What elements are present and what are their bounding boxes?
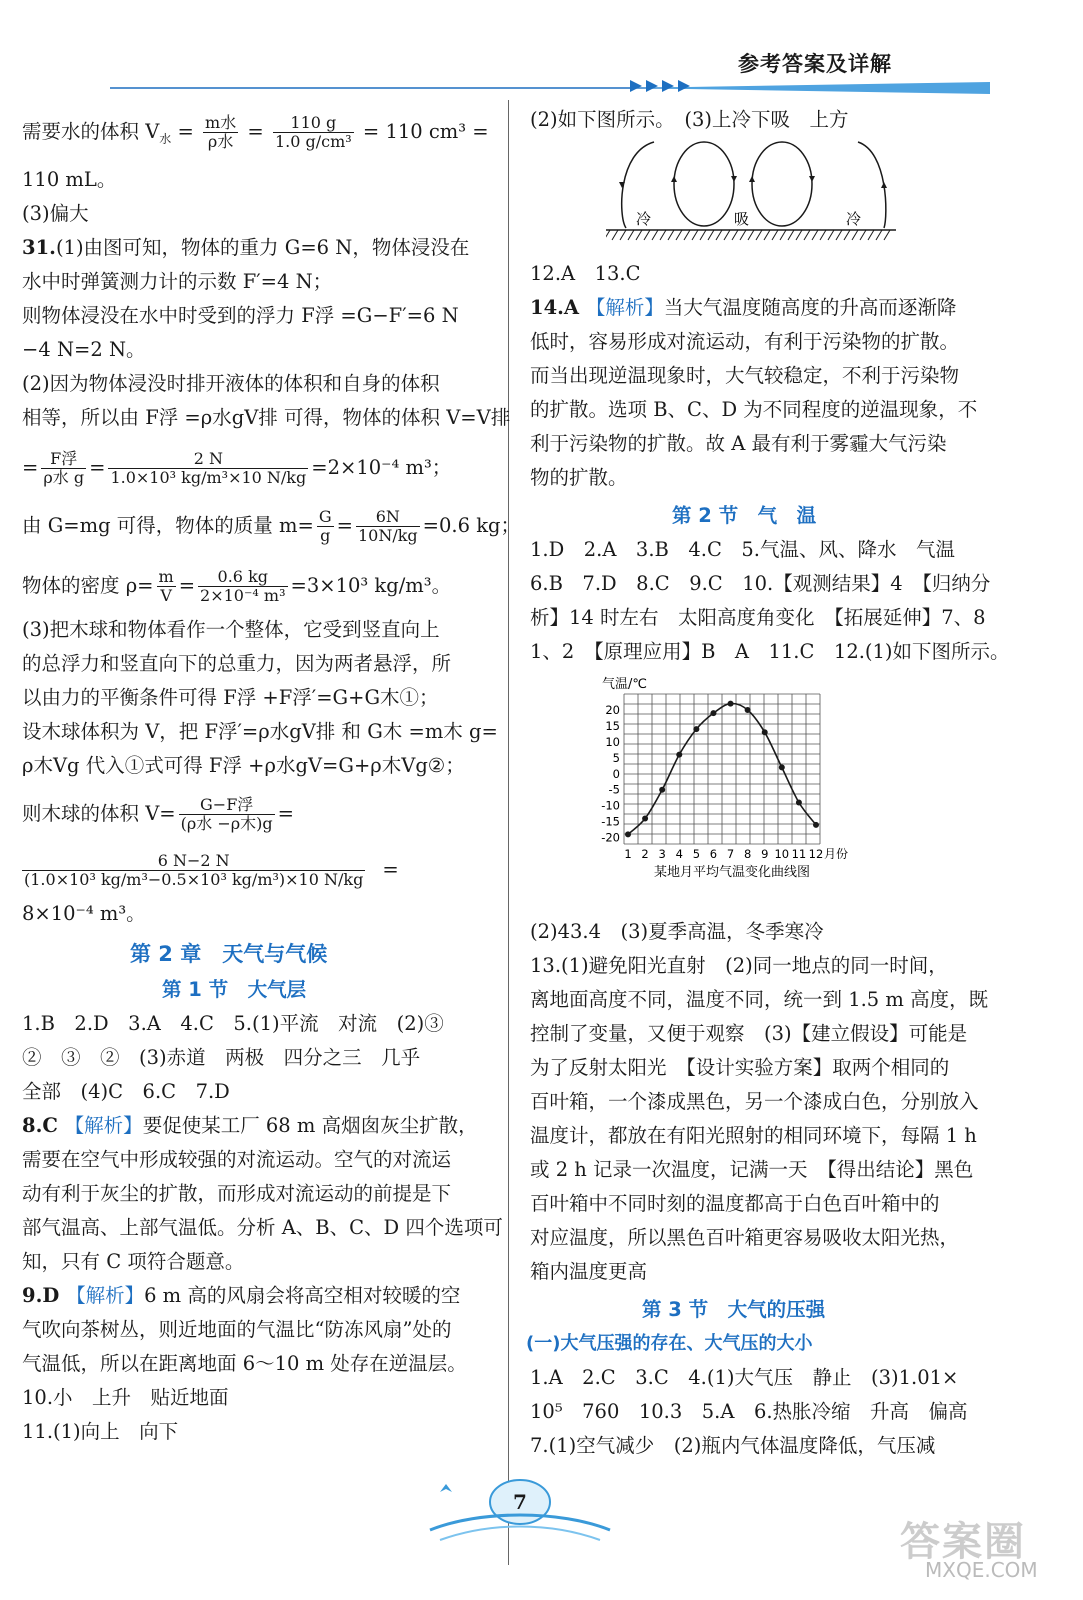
text-line: (3)把木球和物体看作一个整体，它受到竖直向上 [22, 618, 440, 641]
convection-diagram [606, 138, 896, 242]
x-tick-label: 2 [641, 847, 649, 861]
column-divider [508, 100, 509, 1565]
ground-hatch [844, 230, 850, 240]
ground-hatch [692, 230, 698, 240]
section-title: 第 1 节 大气层 [162, 978, 307, 1001]
text-line: 为了反射太阳光 【设计实验方案】取两个相同的 [530, 1056, 950, 1079]
text-line: 10⁵ 760 10.3 5.A 6.热胀冷缩 升高 偏高 [530, 1400, 968, 1423]
y-tick-label: -15 [601, 814, 620, 829]
watermark-logo: 答案圈 [900, 1519, 1026, 1565]
x-tick-label: 6 [709, 847, 718, 861]
text-line: 6.B 7.D 8.C 9.C 10.【观测结果】4 【归纳分 [530, 572, 991, 595]
text-line: 则物体浸没在水中时受到的浮力 F浮 =G−F′=6 N [22, 304, 459, 327]
data-point [728, 701, 734, 707]
data-point [745, 707, 751, 713]
text-line: 8×10⁻⁴ m³。 [22, 902, 146, 925]
watermark-url: MXQE.COM [925, 1558, 1038, 1582]
text-line: 离地面高度不同，温度不同，统一到 1.5 m 高度，既 [530, 988, 989, 1011]
chart-title: 某地月平均气温变化曲线图 [653, 865, 811, 880]
ground-hatch [788, 230, 794, 240]
data-point [676, 752, 682, 758]
text-line: 11.(1)向上 向下 [22, 1420, 179, 1443]
ground-hatch [772, 230, 778, 240]
text-line: 控制了变量，又便于观察 (3)【建立假设】可能是 [530, 1022, 968, 1045]
text-line: 的总浮力和竖直向下的总重力，因为两者悬浮，所 [22, 652, 452, 675]
x-tick-label: 10 [774, 847, 790, 861]
palm-icon [440, 1484, 452, 1492]
ground-hatch [660, 230, 666, 240]
data-point [813, 822, 819, 828]
text-line: 相等，所以由 F浮 =ρ水gV排 可得，物体的体积 V=V排 [22, 406, 511, 429]
ground-hatch [828, 230, 834, 240]
ground-hatch [876, 230, 882, 240]
temperature-chart [590, 672, 910, 912]
ground-hatch [700, 230, 706, 240]
text-line: 全部 (4)C 6.C 7.D [22, 1080, 230, 1103]
text-line: (3)偏大 [22, 202, 89, 225]
text-line: 1.D 2.A 3.B 4.C 5.气温、风、降水 气温 [530, 538, 955, 561]
section-title: 第 3 节 大气的压强 [642, 1298, 826, 1321]
question-8: 8.C 【解析】要促使某工厂 68 m 高烟囱灰尘扩散， [22, 1114, 478, 1137]
formula-line: = $\frac{\text{F浮}}{\text{ρ水 g}}$ = $\frac{2 N}{\text{1.0×10³ kg/m³×10 N/kg}}$ =2×10⁻⁴ m³； [22, 449, 452, 487]
page-header-title: 参考答案及详解 [738, 52, 892, 76]
ground-hatch [780, 230, 786, 240]
text-line: 动有利于灰尘的扩散，而形成对流运动的前提是下 [22, 1182, 452, 1205]
text-line: 1.A 2.C 3.C 4.(1)大气压 静止 (3)1.01× [530, 1366, 959, 1389]
text-line: 10.小 上升 贴近地面 [22, 1386, 229, 1409]
text-line: 1.B 2.D 3.A 4.C 5.(1)平流 对流 (2)③ [22, 1012, 444, 1035]
ground-hatch [644, 230, 650, 240]
ground-hatch [836, 230, 842, 240]
ground-hatch [620, 230, 626, 240]
data-point [779, 764, 785, 770]
text-line: 13.(1)避免阳光直射 (2)同一地点的同一时间， [530, 954, 948, 977]
ground-hatch [796, 230, 802, 240]
diagram-label-cold-right: 冷 [846, 210, 862, 228]
data-point [642, 815, 648, 821]
text-line: 需要水的体积 $V_水$ = $\frac{\text{m水}}{\text{ρ水}}$ = $\frac{110 g}{\text{1.0 g/cm³}}$ = 110 cm³ = [22, 113, 489, 151]
ground-hatch [652, 230, 658, 240]
ground-hatch [804, 230, 810, 240]
data-point [710, 710, 716, 716]
ground-hatch [756, 230, 762, 240]
question-31: 31.(1)由图可知，物体的重力 G=6 N，物体浸没在 [22, 236, 470, 259]
text-line: 1、2 【原理应用】B A 11.C 12.(1)如下图所示。 [530, 640, 1010, 663]
ground-hatch [606, 230, 610, 240]
ground-hatch [708, 230, 714, 240]
y-tick-label: -5 [608, 782, 620, 797]
section-title: 第 2 节 气 温 [672, 504, 817, 527]
x-tick-label: 5 [692, 847, 701, 861]
data-point [659, 787, 665, 793]
formula-line: 由 G=mg 可得，物体的质量 m= $\frac{G}{g}$ = $\frac{6N}{10N/kg}$ =0.6 kg； [22, 507, 520, 545]
y-tick-label: 0 [612, 766, 620, 781]
x-tick-label: 11 [791, 847, 807, 861]
text-line: 百叶箱，一个漆成黑色，另一个漆成白色，分别放入 [530, 1090, 979, 1113]
ground-hatch [748, 230, 754, 240]
formula-line: 物体的密度 ρ= $\frac{m}{V}$ = $\frac{0.6 kg}{\text{2×10⁻⁴ m³}}$ =3×10³ kg/m³。 [22, 567, 452, 605]
text-line: 水中时弹簧测力计的示数 F′=4 N； [22, 270, 333, 293]
header-decoration [110, 74, 990, 98]
formula-line: 则木球的体积 V= $\frac{\text{G−F浮}}{\text{(ρ水 −ρ木)g}}$ = [22, 795, 295, 833]
y-tick-label: 10 [605, 734, 620, 749]
y-tick-label: 20 [605, 702, 620, 717]
text-line: 7.(1)空气减少 (2)瓶内气体温度降低，气压减 [530, 1434, 936, 1457]
diagram-label-cold-left: 冷 [636, 210, 652, 228]
text-line: 析】14 时左右 太阳高度角变化 【拓展延伸】7、8 [530, 606, 986, 629]
y-tick-label: -20 [601, 830, 620, 845]
ground-hatch [852, 230, 858, 240]
text-line: 部气温高、上部气温低。分析 A、B、C、D 四个选项可 [22, 1216, 503, 1239]
text-line: (2)因为物体浸没时排开液体的体积和自身的体积 [22, 372, 440, 395]
text-line: (2)43.4 (3)夏季高温，冬季寒冷 [530, 920, 824, 943]
text-line: 设木球体积为 V，把 F浮′=ρ水gV排 和 G木 =m木 g= [22, 720, 498, 743]
x-tick-label: 7 [726, 847, 735, 861]
text-line: 需要在空气中形成较强的对流运动。空气的对流运 [22, 1148, 452, 1171]
diagram-label-suck: 吸 [734, 210, 750, 228]
question-14: 14.A 【解析】当大气温度随高度的升高而逐渐降 [530, 296, 957, 319]
text-line: 物的扩散。 [530, 466, 628, 489]
text-line: 或 2 h 记录一次温度，记满一天 【得出结论】黑色 [530, 1158, 974, 1181]
page-number: 7 [513, 1490, 527, 1514]
text-line: −4 N=2 N。 [22, 338, 146, 361]
text-line: 气吹向茶树丛，则近地面的气温比“防冻风扇”处的 [22, 1318, 452, 1341]
y-axis-label: 气温/℃ [602, 677, 647, 692]
x-axis-label: 月份 [823, 847, 849, 861]
text-line: 的扩散。选项 B、C、D 为不同程度的逆温现象，不 [530, 398, 978, 421]
data-point [762, 729, 768, 735]
x-tick-label: 8 [743, 847, 752, 861]
text-line: 箱内温度更高 [530, 1260, 648, 1283]
chapter-title: 第 2 章 天气与气候 [130, 942, 328, 966]
ground-hatch [812, 230, 818, 240]
text-line: 百叶箱中不同时刻的温度都高于白色百叶箱中的 [530, 1192, 940, 1215]
subsection-title: (一)大气压强的存在、大气压的大小 [526, 1333, 813, 1354]
x-tick-label: 3 [658, 847, 666, 861]
text-line: 温度计，都放在有阳光照射的相同环境下，每隔 1 h [530, 1124, 977, 1147]
ground-hatch [628, 230, 634, 240]
text-line: 知，只有 C 项符合题意。 [22, 1250, 245, 1273]
ground-hatch [668, 230, 674, 240]
question-9: 9.D 【解析】6 m 高的风扇会将高空相对较暖的空 [22, 1284, 461, 1307]
data-point [693, 726, 699, 732]
text-line: (2)如下图所示。 (3)上冷下吸 上方 [530, 108, 849, 131]
y-tick-label: 15 [605, 718, 620, 733]
text-line: 而当出现逆温现象时，大气较稳定，不利于污染物 [530, 364, 960, 387]
text-line: 气温低，所以在距离地面 6～10 m 处存在逆温层。 [22, 1352, 467, 1375]
ground-hatch [636, 230, 642, 240]
ground-hatch [884, 230, 890, 240]
formula-line: $\frac{6 N-2 N}{\text{(1.0×10³ kg/m³−0.5×10³ kg/m³)×10 N/kg}}$ = [24, 851, 399, 889]
text-line: 利于污染物的扩散。故 A 最有利于雾霾大气污染 [530, 432, 947, 455]
text-line: ② ③ ② (3)赤道 两极 四分之三 几乎 [22, 1046, 421, 1069]
text-line: 12.A 13.C [530, 262, 641, 285]
ground-hatch [860, 230, 866, 240]
text-line: 110 mL。 [22, 168, 117, 191]
ground-hatch [684, 230, 690, 240]
y-tick-label: -10 [601, 798, 620, 813]
ground-hatch [676, 230, 682, 240]
data-point [625, 831, 631, 837]
ground-hatch [740, 230, 746, 240]
text-line: 以由力的平衡条件可得 F浮 +F浮′=G+G木①； [22, 686, 439, 709]
ground-hatch [724, 230, 730, 240]
text-line: 低时，容易形成对流运动，有利于污染物的扩散。 [530, 330, 960, 353]
ground-hatch [820, 230, 826, 240]
ground-hatch [716, 230, 722, 240]
text-line: 对应温度，所以黑色百叶箱更容易吸收太阳光热， [530, 1226, 960, 1249]
ground-hatch [764, 230, 770, 240]
x-tick-label: 4 [675, 847, 683, 861]
data-point [796, 800, 802, 806]
ground-hatch [868, 230, 874, 240]
ground-hatch [732, 230, 738, 240]
x-tick-label: 1 [624, 847, 632, 861]
x-tick-label: 9 [761, 847, 769, 861]
y-tick-label: 5 [612, 750, 620, 765]
x-tick-label: 12 [808, 847, 824, 861]
ground-hatch [612, 230, 618, 240]
text-line: ρ木Vg 代入①式可得 F浮 +ρ水gV=G+ρ木Vg②； [22, 754, 465, 777]
